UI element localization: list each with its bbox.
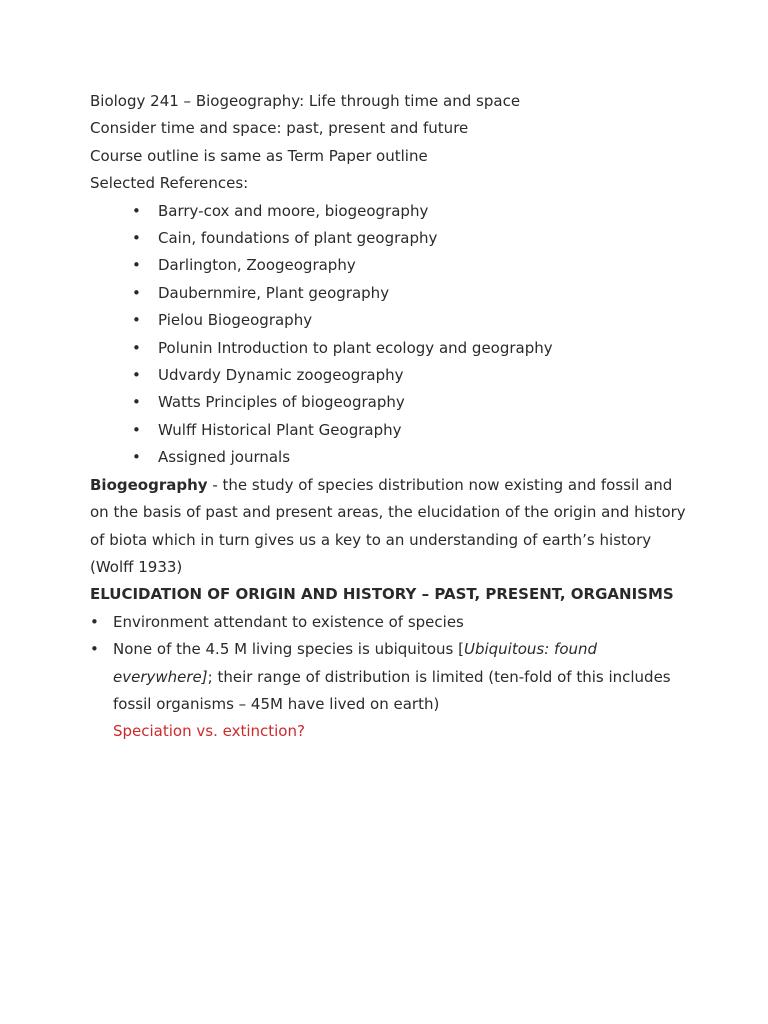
list-item [132,335,690,362]
section-heading: ELUCIDATION OF ORIGIN AND HISTORY – PAST, PRESENT, ORGANISMS [90,585,674,604]
bullet-icon: • [132,393,141,412]
reference-text: Assigned journals [158,448,291,467]
definition-text: - the study of species distribution now existing and fossil and on the basis of past and present areas, the elucidation of the origin and history of biota which in turn gives us a key to an understanding of earth’s history (Wolff 1933) [90,475,686,576]
reference-text: Daubernmire, Plant geography [158,283,390,302]
point-text: Environment attendant to existence of species [113,612,464,631]
reference-text: Cain, foundations of plant geography [158,229,438,248]
list-item [132,417,690,444]
intro-line: Consider time and space: past, present and future [90,119,469,138]
bullet-icon: • [132,229,141,248]
reference-text: Udvardy Dynamic zoogeography [158,366,404,385]
bullet-icon: • [90,640,99,659]
bullet-icon: • [132,256,141,275]
definition-paragraph [90,472,690,582]
bullet-icon: • [132,366,141,385]
speciation-question: Speciation vs. extinction? [113,722,305,741]
reference-text: Pielou Biogeography [158,311,313,330]
reference-text: Polunin Introduction to plant ecology and geography [158,338,553,357]
definition-term: Biogeography [90,475,208,494]
list-item [90,636,690,718]
point-italic-note: Ubiquitous: found everywhere] [113,640,598,686]
points-list [90,609,690,719]
bullet-icon: • [90,612,99,631]
bullet-icon: • [132,311,141,330]
list-item [132,225,690,252]
bracket-open: [ [458,640,464,659]
bullet-icon: • [132,338,141,357]
point-text-cont: ; their range of distribution is limited (ten-fold of this includes fossil organisms – 45M have lived on earth) [113,667,671,713]
list-item [132,198,690,225]
course-title: Biology 241 – Biogeography: Life through time and space [90,92,521,110]
list-item [132,362,690,389]
reference-text: Barry-cox and moore, biogeography [158,201,429,220]
bullet-icon: • [132,420,141,439]
point-text: None of the 4.5 M living species is ubiquitous [113,640,459,659]
references-label: Selected References: [90,174,249,193]
bullet-icon: • [132,283,141,302]
list-item [132,307,690,334]
bullet-icon: • [132,201,141,220]
outline-line: Course outline is same as Term Paper outline [90,146,428,165]
document-body [90,88,690,746]
list-item [132,444,690,471]
reference-text: Wulff Historical Plant Geography [158,420,402,439]
list-item [132,389,690,416]
reference-text: Watts Principles of biogeography [158,393,405,412]
list-item [132,252,690,279]
list-item [132,280,690,307]
list-item [90,609,690,636]
bullet-icon: • [132,448,141,467]
reference-text: Darlington, Zoogeography [158,256,356,275]
references-list [132,198,690,472]
